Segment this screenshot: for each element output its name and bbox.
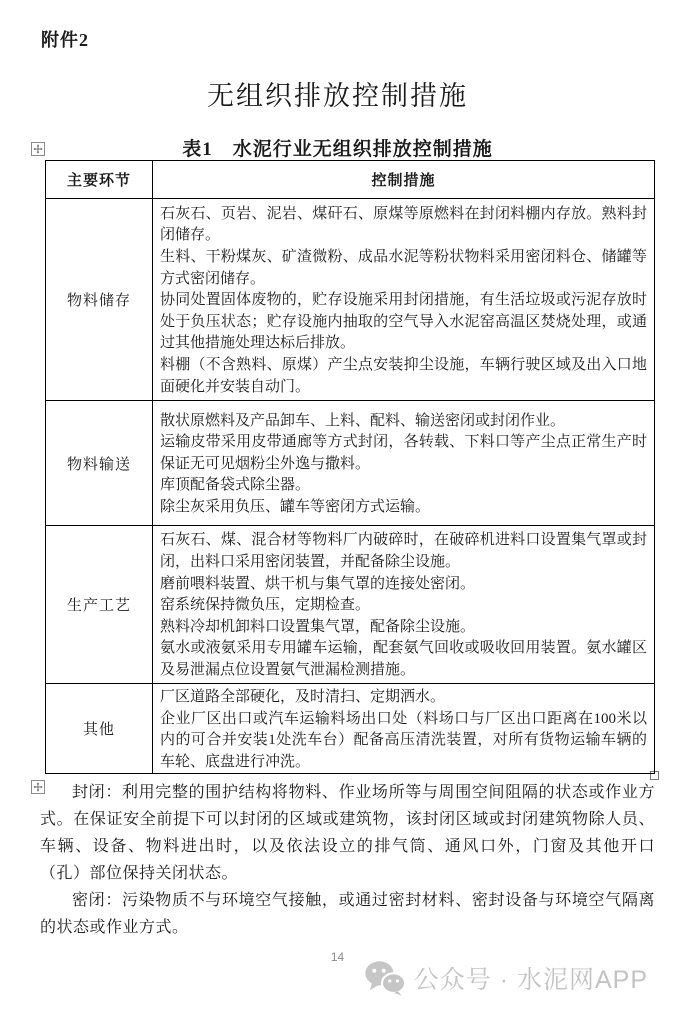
table-caption: 表1 水泥行业无组织排放控制措施 bbox=[182, 139, 493, 160]
attachment-label: 附件2 bbox=[41, 30, 89, 50]
measure-item: 除尘灰采用负压、罐车等密闭方式运输。 bbox=[160, 498, 431, 515]
measures-cell bbox=[153, 684, 655, 774]
measure-item: 窑系统保持微负压，定期检查。 bbox=[160, 597, 371, 614]
table-move-handle-top[interactable] bbox=[31, 142, 45, 156]
measure-item: 企业厂区出口或汽车运输料场出口处（料场口与厂区出口距离在100米以内的可合并安装1处洗车台）配备高压清洗装置，对所有货物运输车辆的车轮、底盘进行冲洗。 bbox=[160, 710, 647, 770]
measure-item: 石灰石、页岩、泥岩、煤矸石、原煤等原燃料在封闭料棚内存放。熟料封闭储存。 bbox=[160, 205, 647, 244]
measure-item: 运输皮带采用皮带通廊等方式封闭，各转载、下料口等产尘点正常生产时保证无可见烟粉尘外逸与撒料。 bbox=[160, 434, 647, 472]
measures-cell bbox=[153, 401, 655, 526]
stage-label: 生产工艺 bbox=[46, 526, 153, 684]
header-control-measures: 控制措施 bbox=[153, 161, 655, 199]
measure-item: 厂区道路全部硬化，及时清扫、定期洒水。 bbox=[160, 689, 446, 705]
watermark-text: 公众号 · 水泥网APP bbox=[413, 966, 648, 994]
stage-label: 其他 bbox=[46, 684, 153, 774]
stage-label: 物料输送 bbox=[46, 401, 153, 526]
definition-fengbi: 封闭：利用完整的围护结构将物料、作业场所等与周围空间阻隔的状态或作业方式。在保证安全前提下可以封闭的区域或建筑物，该封闭区域或封闭建筑物除人员、车辆、设备、物料进出时，以及依法设立的排气筒、通风口外，门窗及其他开口（孔）部位保持关闭状态。 bbox=[40, 784, 655, 882]
measures-cell bbox=[153, 199, 655, 401]
table-row bbox=[46, 199, 655, 401]
measure-item: 熟料冷却机卸料口设置集气罩，配备除尘设施。 bbox=[160, 618, 476, 635]
header-main-stage: 主要环节 bbox=[46, 161, 153, 199]
table-row bbox=[46, 526, 655, 684]
measure-item: 料棚（不含熟料、原煤）产尘点安装抑尘设施，车辆行驶区域及出入口地面硬化并安装自动门。 bbox=[160, 356, 647, 395]
measure-item: 生料、干粉煤灰、矿渣微粉、成品水泥等粉状物料采用密闭料仓、储罐等方式密闭储存。 bbox=[160, 249, 647, 287]
wechat-icon bbox=[364, 960, 406, 996]
definitions-section bbox=[40, 779, 655, 941]
page-title: 无组织排放控制措施 bbox=[207, 81, 468, 111]
move-icon bbox=[33, 144, 43, 154]
measure-item: 散状原燃料及产品卸车、上料、配料、输送密闭或封闭作业。 bbox=[160, 412, 566, 429]
table-header-row bbox=[46, 161, 655, 199]
measure-item: 磨前喂料装置、烘干机与集气罩的连接处密闭。 bbox=[160, 575, 476, 592]
measure-item: 协同处置固体废物的，贮存设施采用封闭措施，有生活垃圾或污泥存放时处于负压状态；贮存设施内抽取的空气导入水泥窑高温区焚烧处理，或通过其他措施处理达标后排放。 bbox=[160, 292, 647, 352]
measures-cell bbox=[153, 526, 655, 684]
stage-label: 物料储存 bbox=[46, 199, 153, 401]
table-row bbox=[46, 401, 655, 526]
page-number: 14 bbox=[330, 950, 345, 964]
definition-mibi: 密闭：污染物质不与环境空气接触，或通过密封材料、密封设备与环境空气隔离的状态或作业方式。 bbox=[40, 892, 655, 936]
watermark bbox=[364, 960, 648, 996]
table-row bbox=[46, 684, 655, 774]
measure-item: 氨水或液氨采用专用罐车运输，配套氨气回收或吸收回用装置。氨水罐区及易泄漏点位设置氨气泄漏检测措施。 bbox=[160, 640, 647, 678]
measure-item: 库顶配备袋式除尘器。 bbox=[160, 477, 311, 494]
control-measures-table bbox=[45, 160, 655, 774]
measure-item: 石灰石、煤、混合材等物料厂内破碎时，在破碎机进料口设置集气罩或封闭，出料口采用密闭装置，并配备除尘设施。 bbox=[160, 532, 647, 571]
